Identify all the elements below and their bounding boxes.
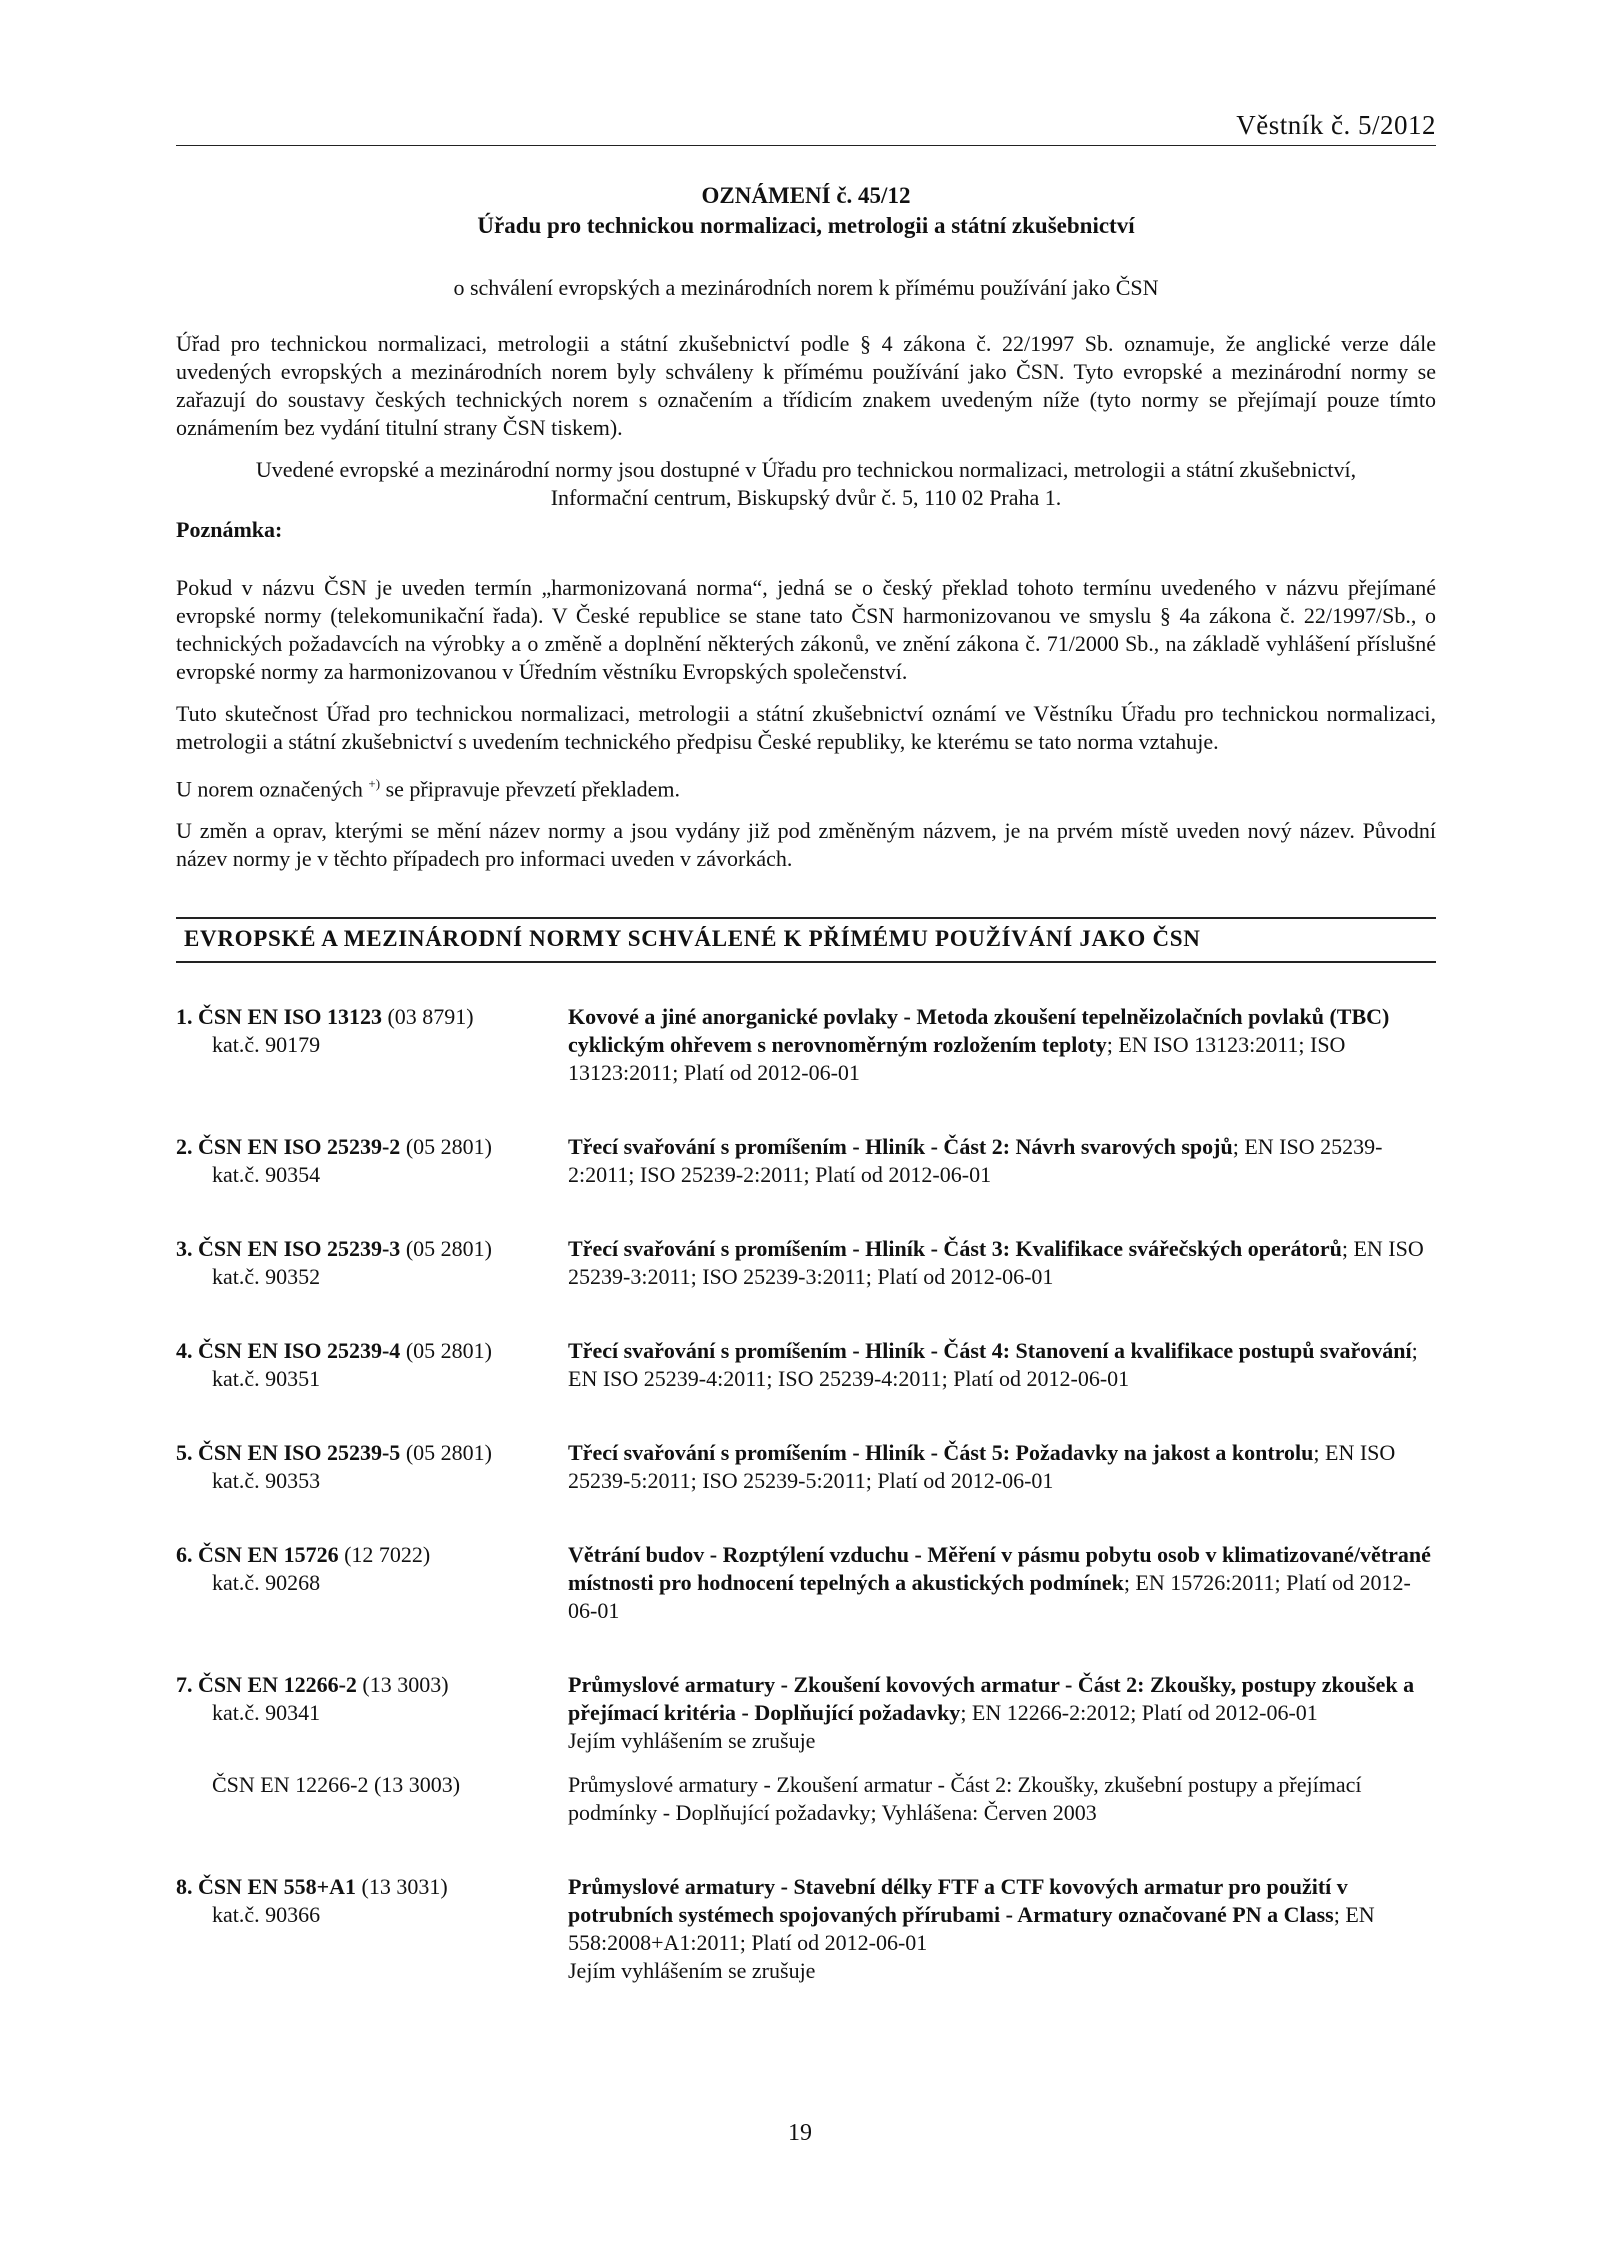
norm-catalog: kat.č. 90268: [212, 1570, 321, 1596]
announcement-title: OZNÁMENÍ č. 45/12: [701, 183, 911, 208]
norm-info: ; EN ISO 25239-4:2011; ISO 25239-4:2011; Platí od 2012-06-01: [568, 1338, 1418, 1392]
repealed-norm-id: ČSN EN 12266-2 (13 3003): [212, 1772, 461, 1798]
norm-id: [176, 1235, 568, 1291]
norm-description: [568, 1337, 1436, 1393]
norm-code: (03 8791): [381, 1004, 474, 1030]
norm-repeal-note: Jejím vyhlášením se zrušuje: [568, 1958, 816, 1984]
norm-description: [568, 1003, 1436, 1087]
norm-description: [568, 1133, 1436, 1189]
norm-item: [176, 1873, 1436, 1985]
norm-info: ; EN 558:2008+A1:2011; Platí od 2012-06-01: [568, 1902, 1375, 1956]
note-heading: Poznámka:: [176, 517, 283, 542]
repealed-norm-title: Průmyslové armatury - Zkoušení armatur - Část 2: Zkoušky, zkušební postupy a přejímací podmínky - Doplňující požadavky; Vyhlášena: Červen 2003: [568, 1772, 1362, 1826]
norm-item: [176, 1133, 1436, 1189]
translation-text-before: U norem označených: [176, 776, 369, 802]
availability-line-2: Informační centrum, Biskupský dvůr č. 5, 110 02 Praha 1.: [550, 485, 1062, 510]
norm-description: [568, 1671, 1436, 1755]
norm-id: [176, 1337, 568, 1393]
norm-title: Průmyslové armatury - Zkoušení kovových armatur - Část 2: Zkoušky, postupy zkoušek a přejímací kritéria - Doplňující požadavky: [568, 1672, 1415, 1726]
norm-catalog: kat.č. 90352: [212, 1264, 321, 1290]
norm-title: Průmyslové armatury - Stavební délky FTF a CTF kovových armatur pro použití v potrubních systémech spojovaných přírubami - Armatury označované PN a Class: [568, 1874, 1348, 1928]
norm-id: [176, 1133, 568, 1189]
translation-marker: +): [368, 776, 381, 791]
page-number: 19: [788, 2120, 812, 2146]
norm-id: [176, 1671, 568, 1755]
norm-item: [176, 1003, 1436, 1087]
paragraph-intro: Úřad pro technickou normalizaci, metrologii a státní zkušebnictví podle § 4 zákona č. 22/1997 Sb. oznamuje, že anglické verze dále uvedených evropských a mezinárodních norem byly schváleny k přímému používání jako ČSN. Tyto evropské a mezinárodní normy se zařazují do soustavy českých technických norem s označením a třídicím znakem uvedeným níže (tyto normy se přejímají pouze tímto oznámením bez vydání titulní strany ČSN tiskem).: [176, 331, 1436, 440]
paragraph-announcement: Tuto skutečnost Úřad pro technickou normalizaci, metrologii a státní zkušebnictví oznámí ve Věstníku Úřadu pro technickou normalizaci, metrologii a státní zkušebnictví s uvedením technického předpisu České republiky, ke kterému se tato norma vztahuje.: [176, 701, 1436, 754]
norm-info: ; EN 15726:2011; Platí od 2012-06-01: [568, 1570, 1411, 1624]
norm-description: [568, 1873, 1436, 1985]
norm-title: Kovové a jiné anorganické povlaky - Metoda zkoušení tepelněizolačních povlaků (TBC) cyklickým ohřevem s nerovnoměrným rozložením teploty: [568, 1004, 1390, 1058]
announcement-lead: o schválení evropských a mezinárodních norem k přímému používání jako ČSN: [453, 275, 1159, 300]
norm-code: (12 7022): [338, 1542, 431, 1568]
header-rule: [176, 145, 1436, 146]
journal-header: Věstník č. 5/2012: [1236, 110, 1436, 140]
norm-item: [176, 1439, 1436, 1495]
norm-code: (05 2801): [400, 1134, 492, 1160]
norm-item: [176, 1337, 1436, 1393]
norm-number: 1. ČSN EN ISO 13123: [176, 1004, 382, 1030]
norm-title: Třecí svařování s promíšením - Hliník - Část 4: Stanovení a kvalifikace postupů svařování: [568, 1338, 1412, 1364]
norm-code: (13 3031): [356, 1874, 448, 1900]
norm-id: [176, 1439, 568, 1495]
norm-description: [568, 1439, 1436, 1495]
norm-catalog: kat.č. 90366: [212, 1902, 321, 1928]
norm-catalog: kat.č. 90351: [212, 1366, 321, 1392]
repealed-norm: [176, 1771, 1436, 1827]
norm-id: [176, 1873, 568, 1985]
norm-id: [176, 1541, 568, 1625]
norm-catalog: kat.č. 90179: [212, 1032, 321, 1058]
norm-number: 4. ČSN EN ISO 25239-4: [176, 1338, 401, 1364]
norm-info: ; EN 12266-2:2012; Platí od 2012-06-01: [960, 1700, 1318, 1726]
norm-code: (05 2801): [400, 1338, 492, 1364]
norm-number: 7. ČSN EN 12266-2: [176, 1672, 357, 1698]
norm-info: ; EN ISO 25239-5:2011; ISO 25239-5:2011; Platí od 2012-06-01: [568, 1440, 1396, 1494]
norm-catalog: kat.č. 90354: [212, 1162, 321, 1188]
norm-title: Třecí svařování s promíšením - Hliník - Část 5: Požadavky na jakost a kontrolu: [568, 1440, 1314, 1466]
norm-item: [176, 1671, 1436, 1755]
norm-info: ; EN ISO 13123:2011; ISO 13123:2011; Platí od 2012-06-01: [568, 1032, 1346, 1086]
norm-description: [568, 1235, 1436, 1291]
norm-description: [568, 1541, 1436, 1625]
norm-number: 6. ČSN EN 15726: [176, 1542, 339, 1568]
norm-catalog: kat.č. 90353: [212, 1468, 321, 1494]
content: [176, 182, 1436, 1985]
norm-title: Větrání budov - Rozptýlení vzduchu - Měření v pásmu pobytu osob v klimatizované/větrané místnosti pro hodnocení tepelných a akustických podmínek: [568, 1542, 1431, 1596]
section-heading: EVROPSKÉ A MEZINÁRODNÍ NORMY SCHVÁLENÉ K PŘÍMÉMU POUŽÍVÁNÍ JAKO ČSN: [176, 917, 1436, 963]
paragraph-changes: U změn a oprav, kterými se mění název normy a jsou vydány již pod změněným názvem, je na prvém místě uveden nový název. Původní název normy je v těchto případech pro informaci uveden v závorkách.: [176, 818, 1436, 872]
norm-catalog: kat.č. 90341: [212, 1700, 321, 1726]
norm-id: [176, 1003, 568, 1087]
norm-code: (13 3003): [356, 1672, 449, 1698]
norm-number: 2. ČSN EN ISO 25239-2: [176, 1134, 401, 1160]
norm-number: 3. ČSN EN ISO 25239-3: [176, 1236, 401, 1262]
norm-item: [176, 1541, 1436, 1625]
paragraph-translation: [176, 770, 1436, 803]
norm-info: ; EN ISO 25239-2:2011; ISO 25239-2:2011; Platí od 2012-06-01: [568, 1134, 1383, 1188]
paragraph-harmonized: Pokud v názvu ČSN je uveden termín „harmonizovaná norma“, jedná se o český překlad tohoto termínu uvedeného v názvu přejímané evropské normy (telekomunikační řada). V České republice se stane tato ČSN harmonizovanou ve smyslu § 4a zákona č. 22/1997/Sb., o technických požadavcích na výrobky a o změně a doplnění některých zákonů, ve znění zákona č. 71/2000 Sb., na základě vyhlášení příslušné evropské normy za harmonizovanou v Úředním věstníku Evropských společenství.: [176, 575, 1436, 684]
norm-title: Třecí svařování s promíšením - Hliník - Část 2: Návrh svarových spojů: [568, 1134, 1233, 1160]
norm-code: (05 2801): [400, 1440, 492, 1466]
norm-list: [176, 1003, 1436, 1985]
norm-item: [176, 1235, 1436, 1291]
availability-line-1: Uvedené evropské a mezinárodní normy jsou dostupné v Úřadu pro technickou normalizaci, metrologii a státní zkušebnictví,: [255, 457, 1357, 482]
norm-info: ; EN ISO 25239-3:2011; ISO 25239-3:2011; Platí od 2012-06-01: [568, 1236, 1424, 1290]
norm-code: (05 2801): [400, 1236, 492, 1262]
norm-title: Třecí svařování s promíšením - Hliník - Část 3: Kvalifikace svářečských operátorů: [568, 1236, 1342, 1262]
availability-block: [176, 456, 1436, 512]
norm-number: 8. ČSN EN 558+A1: [176, 1874, 356, 1900]
translation-text-after: se připravuje převzetí překladem.: [380, 776, 681, 802]
norm-number: 5. ČSN EN ISO 25239-5: [176, 1440, 401, 1466]
announcement-subtitle: Úřadu pro technickou normalizaci, metrologii a státní zkušebnictví: [477, 213, 1135, 238]
norm-repeal-note: Jejím vyhlášením se zrušuje: [568, 1728, 816, 1754]
